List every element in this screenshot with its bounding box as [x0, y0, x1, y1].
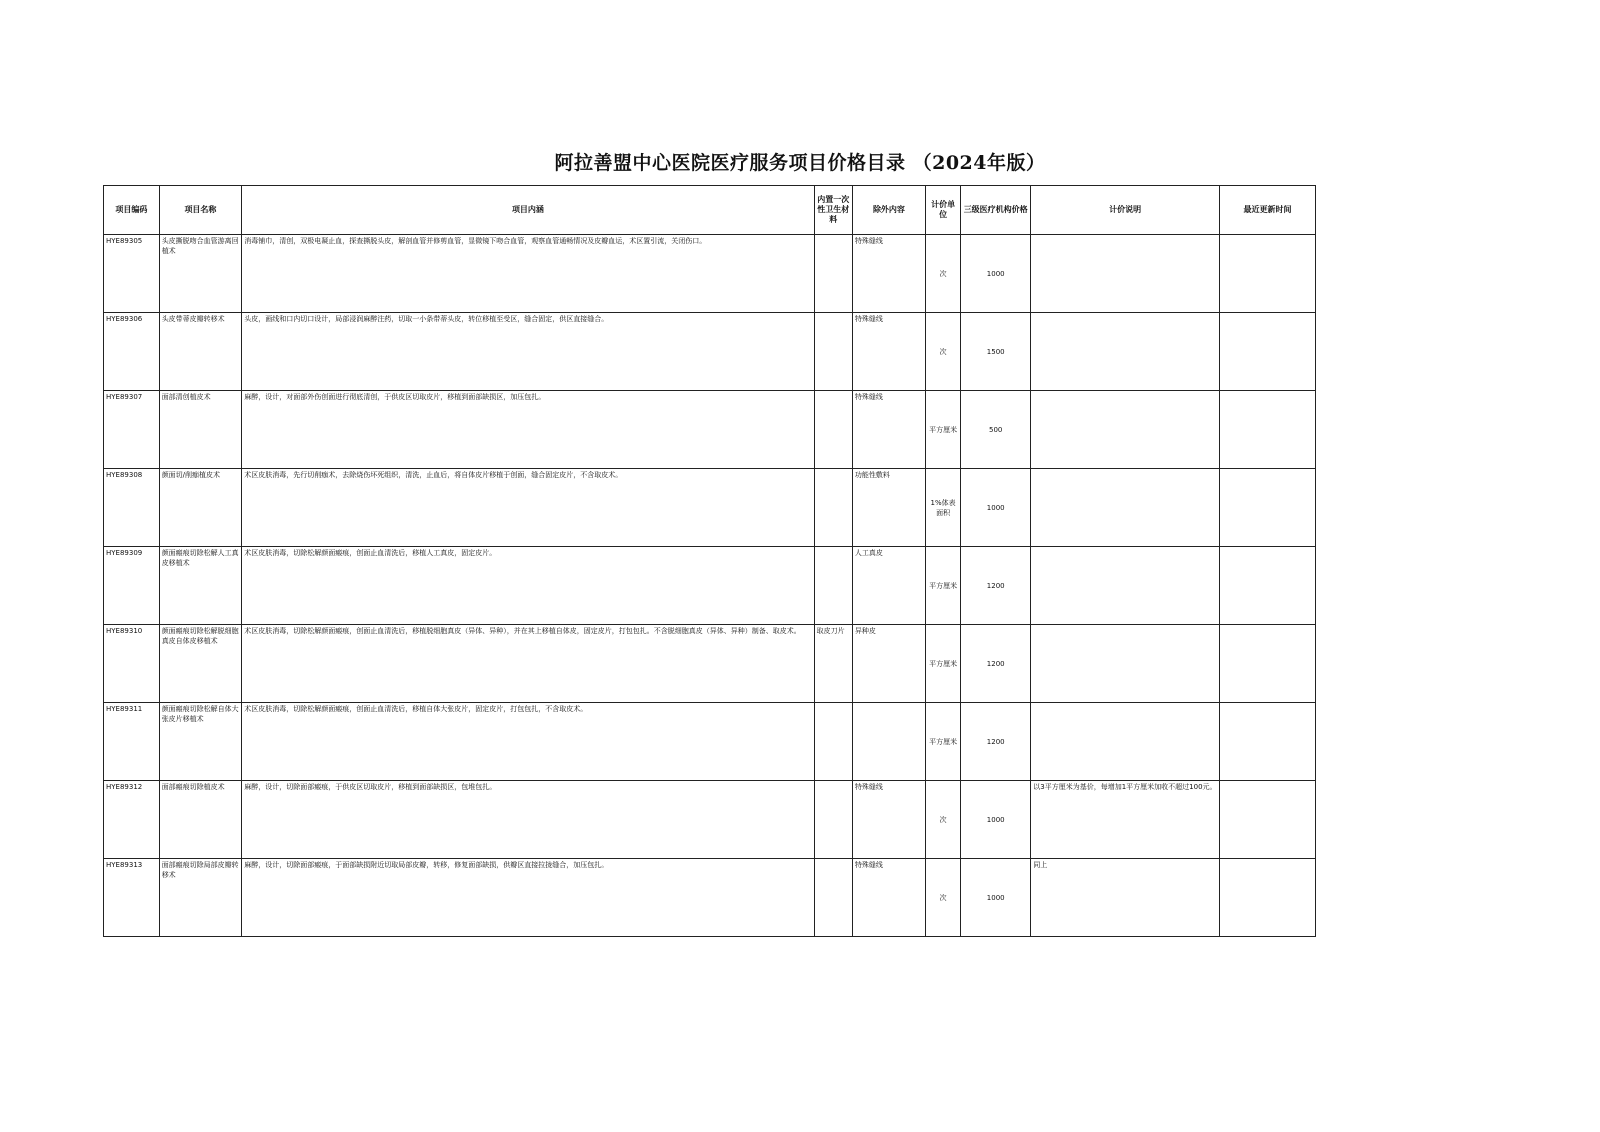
cell-name: 面部清创植皮术: [159, 391, 242, 469]
cell-excluded: 特殊缝线: [852, 235, 925, 313]
cell-excluded: 功能性敷料: [852, 469, 925, 547]
header-updated: 最近更新时间: [1220, 186, 1316, 235]
table-row: [104, 547, 1316, 625]
header-name: 项目名称: [159, 186, 242, 235]
cell-material: 取皮刀片: [814, 625, 852, 703]
cell-unit: 次: [926, 235, 961, 313]
cell-price: 1000: [961, 235, 1031, 313]
cell-updated: [1220, 313, 1316, 391]
cell-unit: 平方厘米: [926, 703, 961, 781]
cell-name: 颜面瘢痕切除松解脱细胞真皮自体皮移植术: [159, 625, 242, 703]
cell-code: HYE89310: [104, 625, 160, 703]
price-table: [103, 185, 1316, 937]
cell-unit: 次: [926, 313, 961, 391]
cell-material: [814, 859, 852, 937]
header-price: 三级医疗机构价格: [961, 186, 1031, 235]
cell-name: 面部瘢痕切除植皮术: [159, 781, 242, 859]
cell-material: [814, 547, 852, 625]
header-material: 内置一次性卫生材料: [814, 186, 852, 235]
cell-updated: [1220, 703, 1316, 781]
header-content: 项目内涵: [242, 186, 814, 235]
cell-price: 500: [961, 391, 1031, 469]
cell-code: HYE89308: [104, 469, 160, 547]
header-excluded: 除外内容: [852, 186, 925, 235]
cell-name: 头皮带蒂皮瓣转移术: [159, 313, 242, 391]
table-row: [104, 313, 1316, 391]
table-row: [104, 235, 1316, 313]
table-header-row: [104, 186, 1316, 235]
cell-updated: [1220, 781, 1316, 859]
document-title: 阿拉善盟中心医院医疗服务项目价格目录 （2024年版）: [554, 152, 1046, 174]
cell-note: [1031, 703, 1220, 781]
table-row: [104, 625, 1316, 703]
cell-name: 颜面瘢痕切除松解自体大张皮片移植术: [159, 703, 242, 781]
cell-price: 1200: [961, 703, 1031, 781]
header-code: 项目编码: [104, 186, 160, 235]
cell-note: [1031, 469, 1220, 547]
table-row: [104, 859, 1316, 937]
cell-price: 1000: [961, 469, 1031, 547]
cell-note: [1031, 547, 1220, 625]
cell-material: [814, 313, 852, 391]
cell-code: HYE89305: [104, 235, 160, 313]
cell-code: HYE89309: [104, 547, 160, 625]
cell-material: [814, 703, 852, 781]
cell-note: [1031, 391, 1220, 469]
cell-material: [814, 469, 852, 547]
cell-price: 1500: [961, 313, 1031, 391]
cell-code: HYE89313: [104, 859, 160, 937]
table-row: [104, 781, 1316, 859]
cell-note: 同上: [1031, 859, 1220, 937]
cell-unit: 平方厘米: [926, 625, 961, 703]
cell-unit: 平方厘米: [926, 547, 961, 625]
table-row: [104, 391, 1316, 469]
cell-note: [1031, 625, 1220, 703]
cell-material: [814, 781, 852, 859]
cell-updated: [1220, 469, 1316, 547]
cell-unit: 1%体表面积: [926, 469, 961, 547]
cell-name: 面部瘢痕切除局部皮瓣转移术: [159, 859, 242, 937]
cell-note: 以3平方厘米为基价，每增加1平方厘米加收不超过100元。: [1031, 781, 1220, 859]
cell-updated: [1220, 859, 1316, 937]
header-unit: 计价单位: [926, 186, 961, 235]
table-row: [104, 469, 1316, 547]
cell-content: 术区皮肤消毒，切除松解颜面瘢痕，创面止血清洗后，移植脱细胞真皮（异体、异种），并在其上移植自体皮，固定皮片，打包包扎。不含脱细胞真皮（异体、异种）制备、取皮术。: [242, 625, 814, 703]
cell-price: 1000: [961, 859, 1031, 937]
cell-content: 术区皮肤消毒，切除松解颜面瘢痕，创面止血清洗后，移植人工真皮，固定皮片。: [242, 547, 814, 625]
cell-note: [1031, 313, 1220, 391]
cell-updated: [1220, 235, 1316, 313]
cell-excluded: 异种皮: [852, 625, 925, 703]
cell-content: 麻醉，设计，切除面部瘢痕，于供皮区切取皮片，移植到面部缺损区，包堆包扎。: [242, 781, 814, 859]
cell-name: 颜面瘢痕切除松解人工真皮移植术: [159, 547, 242, 625]
cell-content: 麻醉，设计，切除面部瘢痕，于面部缺损附近切取局部皮瓣，转移，修复面部缺损，供瓣区直接拉拢缝合，加压包扎。: [242, 859, 814, 937]
cell-excluded: 人工真皮: [852, 547, 925, 625]
cell-unit: 次: [926, 859, 961, 937]
cell-code: HYE89307: [104, 391, 160, 469]
cell-price: 1200: [961, 547, 1031, 625]
cell-note: [1031, 235, 1220, 313]
cell-price: 1200: [961, 625, 1031, 703]
cell-excluded: 特殊缝线: [852, 313, 925, 391]
cell-content: 头皮，画线和口内切口设计，局部浸润麻醉注药，切取一小条带蒂头皮，转位移植至受区，缝合固定，供区直接缝合。: [242, 313, 814, 391]
cell-excluded: 特殊缝线: [852, 781, 925, 859]
cell-updated: [1220, 625, 1316, 703]
cell-updated: [1220, 547, 1316, 625]
cell-code: HYE89306: [104, 313, 160, 391]
cell-content: 术区皮肤消毒，先行切削痂术，去除烧伤坏死组织，清洗，止血后，将自体皮片移植于创面，缝合固定皮片，不含取皮术。: [242, 469, 814, 547]
header-note: 计价说明: [1031, 186, 1220, 235]
cell-content: 术区皮肤消毒，切除松解颜面瘢痕，创面止血清洗后，移植自体大张皮片，固定皮片，打包包扎，不含取皮术。: [242, 703, 814, 781]
table-row: [104, 703, 1316, 781]
cell-code: HYE89312: [104, 781, 160, 859]
cell-content: 麻醉，设计，对面部外伤创面进行彻底清创，于供皮区切取皮片，移植到面部缺损区，加压包扎。: [242, 391, 814, 469]
cell-excluded: 特殊缝线: [852, 391, 925, 469]
cell-material: [814, 391, 852, 469]
cell-content: 消毒铺巾，清创，双极电凝止血，探查撕脱头皮，解剖血管并修剪血管，显微镜下吻合血管，观察血管通畅情况及皮瓣血运，术区置引流，关闭伤口。: [242, 235, 814, 313]
cell-name: 颜面切/削痂植皮术: [159, 469, 242, 547]
cell-price: 1000: [961, 781, 1031, 859]
cell-unit: 平方厘米: [926, 391, 961, 469]
cell-material: [814, 235, 852, 313]
cell-code: HYE89311: [104, 703, 160, 781]
cell-unit: 次: [926, 781, 961, 859]
cell-excluded: [852, 703, 925, 781]
cell-updated: [1220, 391, 1316, 469]
cell-name: 头皮撕脱吻合血管游离回植术: [159, 235, 242, 313]
cell-excluded: 特殊缝线: [852, 859, 925, 937]
